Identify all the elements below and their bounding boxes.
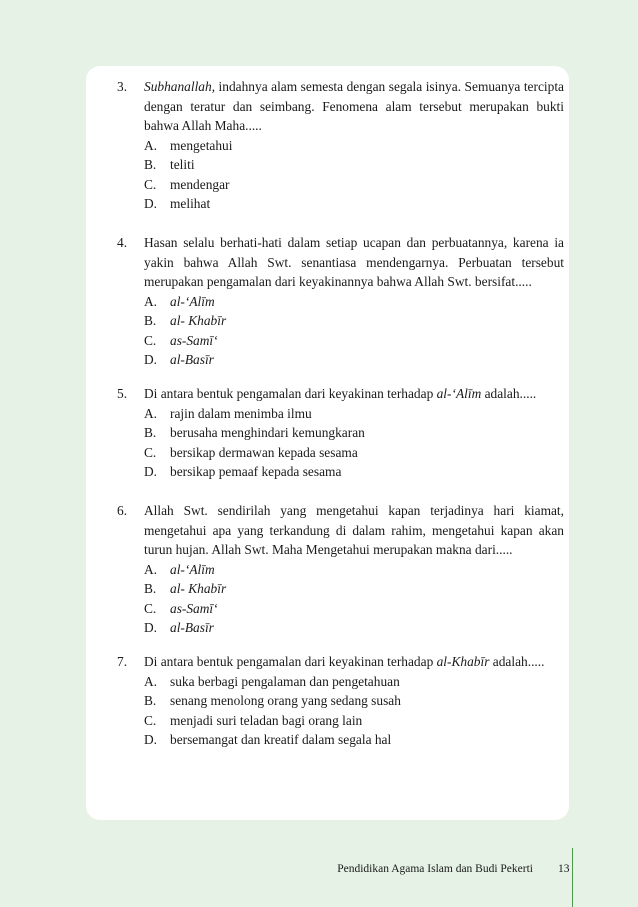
question-4 bbox=[117, 233, 564, 370]
option-letter: C. bbox=[144, 176, 157, 192]
question-body: Di antara bentuk pengamalan dari keyakinan terhadap bbox=[144, 386, 437, 401]
option-text: mendengar bbox=[170, 176, 230, 192]
option-d bbox=[144, 350, 564, 370]
question-text: Hasan selalu berhati-hati dalam setiap ucapan dan perbuatannya, karena ia yakin bahwa Allah Swt. senantiasa mendengarnya. Perbuatan tersebut merupakan pengamalan dari keyakinannya bahwa Allah Swt. bersifat..... bbox=[144, 235, 564, 289]
question-7 bbox=[117, 652, 564, 750]
question-body: indahnya alam semesta dengan segala isinya. Semuanya tercipta dengan teratur dan seimbang. Fenomena alam tersebut merupakan bukti bahwa Allah Maha..... bbox=[144, 79, 564, 133]
page-footer bbox=[0, 861, 638, 881]
option-b bbox=[144, 423, 564, 443]
question-6 bbox=[117, 501, 564, 638]
option-text: mengetahui bbox=[170, 137, 233, 153]
question-ending: adalah..... bbox=[481, 386, 537, 401]
question-3 bbox=[117, 77, 564, 214]
option-c bbox=[144, 443, 564, 463]
option-letter: A. bbox=[144, 561, 158, 577]
option-d bbox=[144, 462, 564, 482]
option-letter: D. bbox=[144, 352, 158, 367]
option-letter: D. bbox=[144, 464, 158, 479]
option-c bbox=[144, 331, 564, 351]
option-b bbox=[144, 311, 564, 331]
option-text: senang menolong orang yang sedang susah bbox=[170, 693, 401, 708]
option-a bbox=[144, 672, 564, 692]
option-c bbox=[144, 599, 564, 619]
footer-divider bbox=[572, 848, 573, 907]
option-a bbox=[144, 136, 564, 156]
option-letter: B. bbox=[144, 157, 157, 172]
option-text: rajin dalam menimba ilmu bbox=[170, 405, 312, 421]
book-title: Pendidikan Agama Islam dan Budi Pekerti bbox=[337, 863, 533, 875]
option-letter: C. bbox=[144, 712, 157, 728]
option-letter: C. bbox=[144, 332, 157, 348]
option-text: melihat bbox=[170, 196, 211, 211]
option-text: menjadi suri teladan bagi orang lain bbox=[170, 712, 363, 728]
question-number: 3. bbox=[117, 79, 128, 94]
option-text: as-Samī‘ bbox=[170, 332, 218, 348]
option-text: berusaha menghindari kemungkaran bbox=[170, 425, 365, 440]
option-d bbox=[144, 194, 564, 214]
option-letter: D. bbox=[144, 196, 158, 211]
option-a bbox=[144, 404, 564, 424]
option-text: al-‘Alīm bbox=[170, 293, 215, 309]
option-c bbox=[144, 175, 564, 195]
question-text bbox=[144, 652, 564, 672]
question-text bbox=[144, 384, 564, 404]
question-term: al-Khabīr bbox=[436, 654, 490, 669]
question-ending: adalah..... bbox=[489, 654, 545, 669]
option-text: as-Samī‘ bbox=[170, 600, 218, 616]
option-b bbox=[144, 579, 564, 599]
option-d bbox=[144, 730, 564, 750]
option-text: bersemangat dan kreatif dalam segala hal bbox=[170, 732, 392, 747]
question-text: Allah Swt. sendirilah yang mengetahui kapan terjadinya hari kiamat, mengetahui apa yang terkandung di dalam rahim, mengetahui kapan akan turun hujan. Allah Swt. Maha Mengetahui merupakan makna dari..... bbox=[144, 503, 564, 557]
option-letter: A. bbox=[144, 293, 158, 309]
option-b bbox=[144, 691, 564, 711]
option-letter: C. bbox=[144, 600, 157, 616]
option-text: al-‘Alīm bbox=[170, 561, 215, 577]
option-letter: B. bbox=[144, 425, 157, 440]
option-a bbox=[144, 560, 564, 580]
page-number: 13 bbox=[558, 863, 570, 875]
option-text: teliti bbox=[170, 157, 195, 172]
question-number: 7. bbox=[117, 654, 128, 669]
question-body: Di antara bentuk pengamalan dari keyakinan terhadap bbox=[144, 654, 437, 669]
option-a bbox=[144, 292, 564, 312]
option-letter: D. bbox=[144, 732, 158, 747]
option-letter: D. bbox=[144, 620, 158, 635]
option-b bbox=[144, 155, 564, 175]
question-number: 6. bbox=[117, 503, 128, 518]
option-letter: A. bbox=[144, 673, 158, 689]
question-number: 5. bbox=[117, 386, 128, 401]
option-c bbox=[144, 711, 564, 731]
question-lead-italic: Subhanallah, bbox=[144, 79, 216, 94]
question-term: al-‘Alīm bbox=[436, 386, 482, 401]
option-text: al- Khabīr bbox=[170, 313, 227, 328]
question-text bbox=[144, 77, 564, 136]
option-text: al-Basīr bbox=[170, 352, 214, 367]
option-letter: B. bbox=[144, 581, 157, 596]
question-5 bbox=[117, 384, 564, 482]
question-number: 4. bbox=[117, 235, 128, 250]
option-letter: B. bbox=[144, 313, 157, 328]
option-letter: B. bbox=[144, 693, 157, 708]
option-letter: C. bbox=[144, 444, 157, 460]
option-text: bersikap dermawan kepada sesama bbox=[170, 444, 358, 460]
option-text: bersikap pemaaf kepada sesama bbox=[170, 464, 342, 479]
option-text: suka berbagi pengalaman dan pengetahuan bbox=[170, 673, 400, 689]
option-letter: A. bbox=[144, 405, 158, 421]
option-text: al-Basīr bbox=[170, 620, 214, 635]
option-letter: A. bbox=[144, 137, 158, 153]
option-d bbox=[144, 618, 564, 638]
option-text: al- Khabīr bbox=[170, 581, 227, 596]
